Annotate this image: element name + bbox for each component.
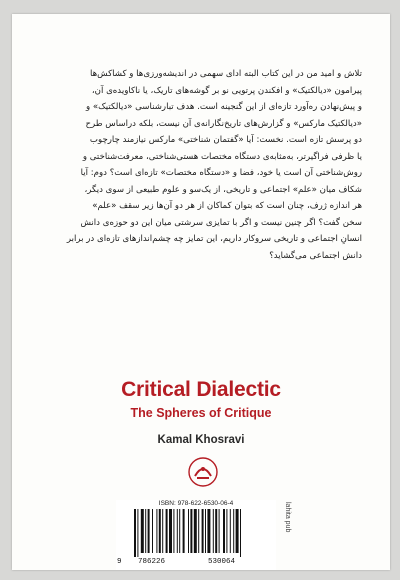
- barcode-bar: [162, 509, 163, 553]
- barcode-bar: [169, 509, 172, 553]
- barcode-bar: [156, 509, 157, 553]
- barcode-bar: [202, 509, 204, 553]
- barcode-area: [116, 500, 276, 570]
- barcode-bar: [137, 509, 138, 557]
- barcode-bar: [188, 509, 189, 553]
- barcode-bars: [122, 509, 270, 557]
- barcode-bar: [226, 509, 227, 553]
- blurb-line: انسانِ اجتماعی و تاریخی سروکار داریم، این تمایز چه چشم‌اندازهای تازه‌ای در برابر: [66, 234, 362, 244]
- barcode-bar: [152, 509, 153, 553]
- back-cover: [12, 14, 390, 570]
- barcode-lead-digit: 9: [117, 558, 122, 566]
- blurb-text: [58, 66, 362, 264]
- blurb-line: و پیش‌نهادن ره‌آورد تازه‌ای از این گنجینه است. هدف تبارشناسی «دیالکتیک» و: [85, 102, 362, 112]
- isbn-text: ISBN: 978-622-6530-06-4: [158, 500, 234, 507]
- barcode-bar: [213, 509, 214, 553]
- barcode-bar: [145, 509, 146, 553]
- barcode-right-digits: 530064: [208, 558, 236, 566]
- blurb-line: پیرامون «دیالکتیک» و افکندن پرتویی نو بر گوشه‌های تاریک، یا ناکاویده‌ی آن،: [91, 85, 362, 96]
- barcode-bar: [173, 509, 174, 553]
- blurb-line: دو پرسش تازه است. نخست: آیا «گفتمان شناختی» مارکس نیازمند چارچوب: [89, 135, 362, 145]
- barcode-bar: [190, 509, 192, 553]
- barcode-bar: [159, 509, 161, 553]
- barcode-bar: [198, 509, 199, 553]
- blurb-line: روش‌شناختی آن است یا خود، فضا و «دستگاه مختصات» تازه‌ای است؟ دوم: آیا: [80, 168, 362, 178]
- barcode-bar: [148, 509, 150, 553]
- barcode-bar: [183, 509, 185, 553]
- barcode-left-digits: 786226: [138, 558, 166, 566]
- blurb-line: دانش اجتماعی می‌گشاید؟: [269, 250, 362, 261]
- barcode-bar: [215, 509, 217, 553]
- blurb-line: هر اندازه ژرف، چنان است که بتوان کماکان از هر دو آن‌ها زیر سقف «علم»: [92, 201, 362, 211]
- barcode-bar: [141, 509, 144, 553]
- barcode-bar: [194, 509, 197, 553]
- blurb-line: سخن گفت؟ اگر چنین نیست و اگر با تمایزی سرشتی میان این دو حوزه‌ی دانش: [80, 217, 362, 228]
- barcode-bar: [223, 509, 225, 553]
- blurb-line: شکاف میان «علم» اجتماعی و تاریخی، از یک‌سو و علوم طبیعی از سوی دیگر،: [84, 184, 362, 195]
- barcode-bar: [240, 509, 241, 557]
- publisher-logo-icon: [187, 456, 219, 488]
- barcode-bar: [179, 509, 180, 553]
- blurb-line: تلاش و امید من در این کتاب البته ادای سهمی در اندیشه‌ورزی‌ها و کشاکش‌ها: [89, 69, 362, 79]
- barcode-bar: [207, 509, 210, 553]
- barcode-bar: [233, 509, 234, 553]
- barcode-bar: [236, 509, 239, 553]
- barcode-bar: [134, 509, 136, 557]
- barcode-bar: [166, 509, 168, 553]
- author-name: Kamal Khosravi: [157, 434, 245, 446]
- publisher-text: lahita pub: [284, 502, 291, 533]
- barcode-bar: [219, 509, 220, 553]
- blurb-line: یا ظرفی فراگیرتر، به‌مثابه‌ی دستگاه مختصات هستی‌شناختی، معرفت‌شناختی و: [82, 151, 362, 162]
- barcode-bar: [205, 509, 206, 553]
- barcode-bar: [177, 509, 178, 553]
- book-title: Critical Dialectic: [121, 378, 281, 401]
- barcode-bar: [230, 509, 231, 553]
- book-subtitle: The Spheres of Critique: [130, 406, 272, 420]
- blurb-line: «دیالکتیک مارکس» و گزارش‌های تاریخ‌نگارانه‌ی آن نیست، بلکه دراساس طرح: [85, 118, 362, 129]
